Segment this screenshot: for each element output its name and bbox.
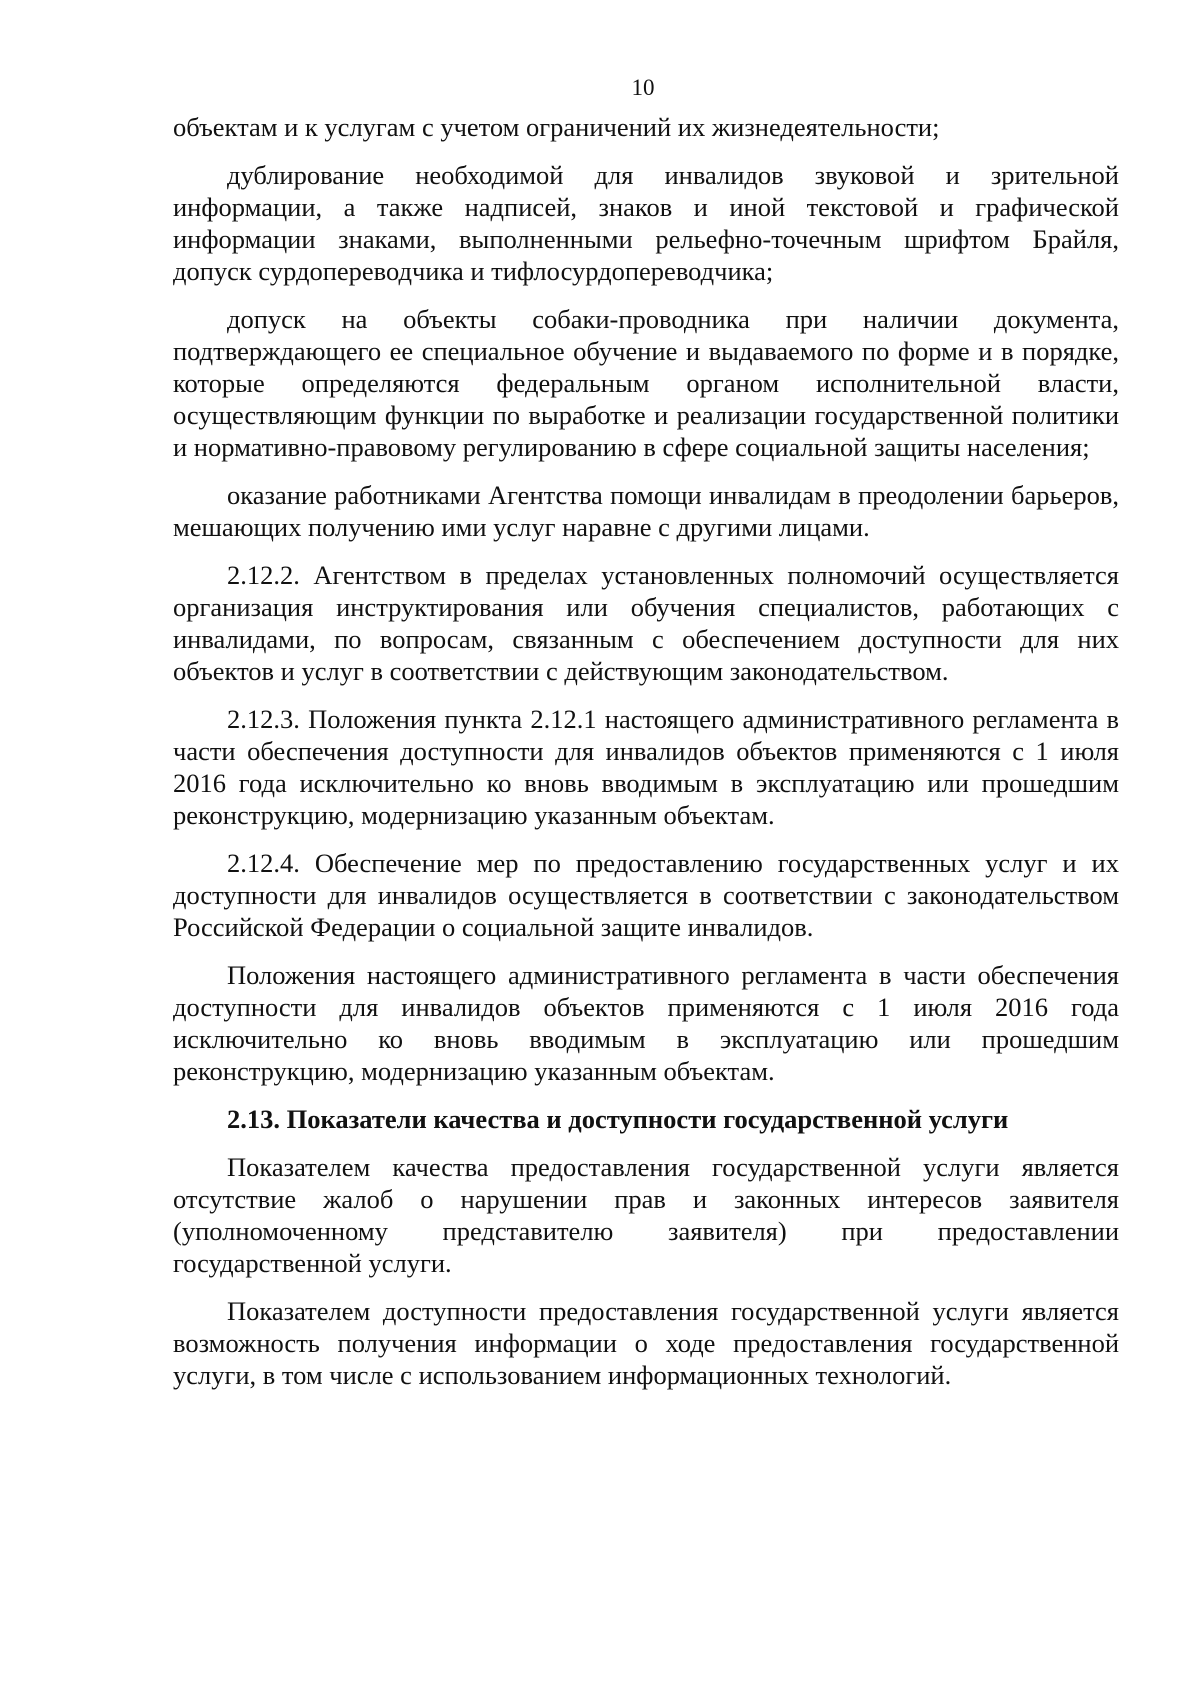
paragraph-quality-indicator: Показателем качества предоставления государственной услуги является отсутствие жалоб о нарушении прав и законных интересов заявителя (уполномоченному представителю заявителя) при предоставлении государственной услуги. <box>173 1152 1119 1278</box>
paragraph-duplication-info: дублирование необходимой для инвалидов звуковой и зрительной информации, а также надписей, знаков и иной текстовой и графической информации знаками, выполненными рельефно-точечным шрифтом Брайля, допуск сурдопереводчика и тифлосурдопереводчика; <box>173 160 1119 286</box>
paragraph-continuation: объектам и к услугам с учетом ограничений их жизнедеятельности; <box>173 112 940 142</box>
page-content <box>173 111 1119 1407</box>
paragraph-accessibility-indicator: Показателем доступности предоставления государственной услуги является возможность получения информации о ходе предоставления государственной услуги, в том числе с использованием информационных технологий. <box>173 1296 1119 1390</box>
paragraph-regulation-provisions: Положения настоящего административного регламента в части обеспечения доступности для инвалидов объектов применяются с 1 июля 2016 года исключительно ко вновь вводимым в эксплуатацию или прошедшим реконструкцию, модернизацию указанным объектам. <box>173 960 1119 1086</box>
paragraph-2-12-3: 2.12.3. Положения пункта 2.12.1 настоящего административного регламента в части обеспечения доступности для инвалидов объектов применяются с 1 июля 2016 года исключительно ко вновь вводимым в эксплуатацию или прошедшим реконструкцию, модернизацию указанным объектам. <box>173 704 1119 830</box>
paragraph-2-12-4: 2.12.4. Обеспечение мер по предоставлению государственных услуг и их доступности для инвалидов осуществляется в соответствии с законодательством Российской Федерации о социальной защите инвалидов. <box>173 848 1119 942</box>
page-number: 10 <box>631 75 655 100</box>
section-heading-2-13: 2.13. Показатели качества и доступности государственной услуги <box>227 1104 1009 1134</box>
paragraph-guide-dog-access: допуск на объекты собаки-проводника при наличии документа, подтверждающего ее специальное обучение и выдаваемого по форме и в порядке, которые определяются федеральным органом исполнительной власти, осуществляющим функции по выработке и реализации государственной политики и нормативно-правовому регулированию в сфере социальной защиты населения; <box>173 304 1119 462</box>
paragraph-2-12-2: 2.12.2. Агентством в пределах установленных полномочий осуществляется организация инструктирования или обучения специалистов, работающих с инвалидами, по вопросам, связанным с обеспечением доступности для них объектов и услуг в соответствии с действующим законодательством. <box>173 560 1119 686</box>
paragraph-staff-assistance: оказание работниками Агентства помощи инвалидам в преодолении барьеров, мешающих получению ими услуг наравне с другими лицами. <box>173 480 1119 542</box>
